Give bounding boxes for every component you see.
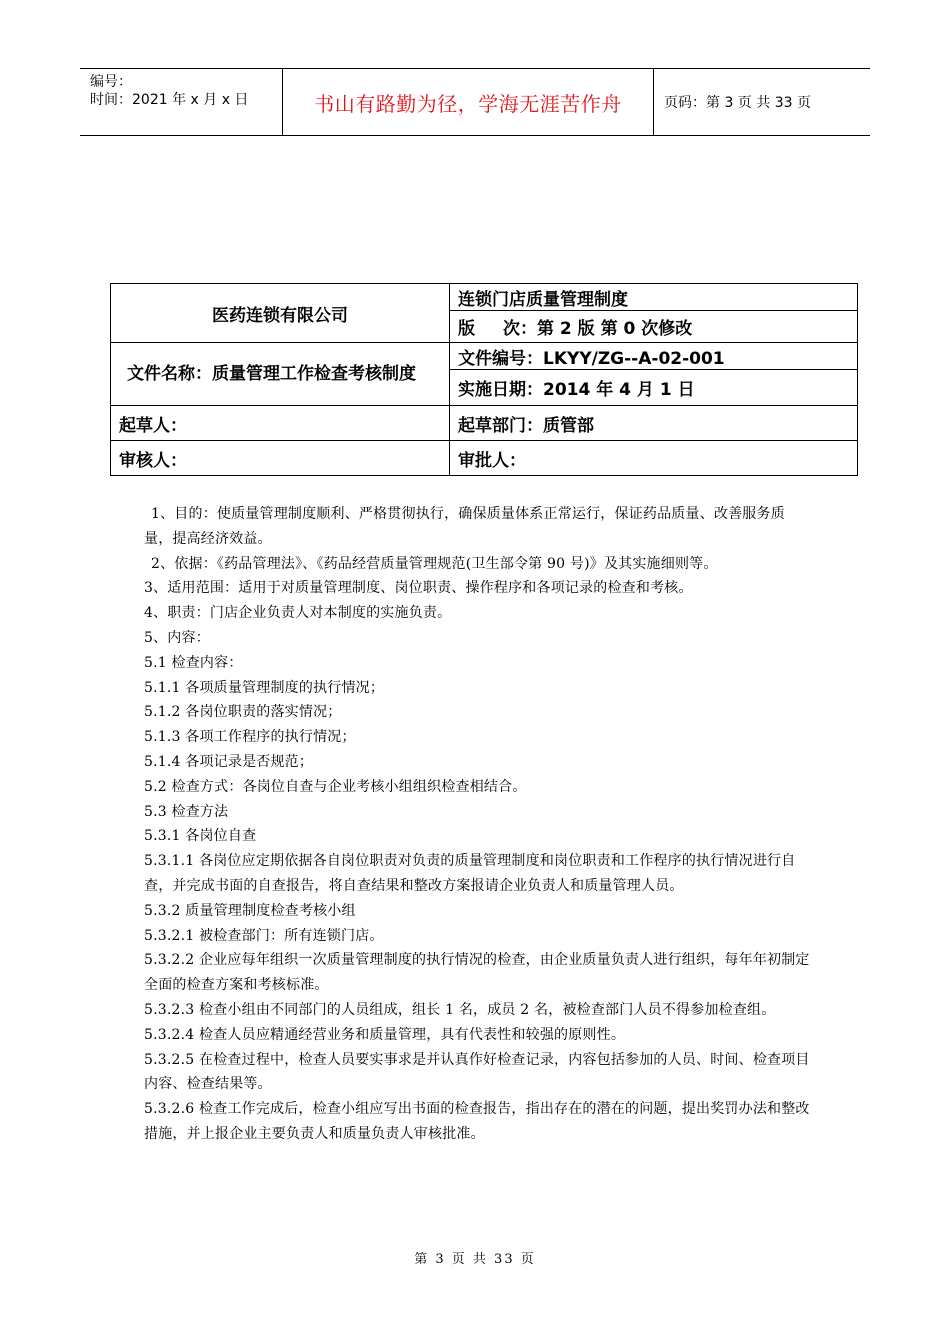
header-page-label: 页码：第 3 页 共 33 页	[664, 95, 811, 111]
company-name: 医药连锁有限公司	[111, 284, 450, 343]
paragraph: 5.1.1 各项质量管理制度的执行情况；	[144, 679, 385, 696]
file-name: 文件名称：质量管理工作检查考核制度	[111, 343, 450, 406]
file-number: 文件编号：LKYY/ZG--A-02-001	[450, 343, 858, 370]
paragraph: 5.2 检查方式：各岗位自查与企业考核小组组织检查相结合。	[144, 778, 527, 795]
reviewer: 审核人：	[111, 441, 450, 476]
draft-department: 起草部门：质管部	[450, 406, 858, 441]
page-footer: 第 3 页 共 33 页	[414, 1252, 536, 1267]
paragraph: 5.1 检查内容：	[144, 654, 243, 671]
paragraph: 2、依据：《药品管理法》、《药品经营质量管理规范(卫生部令第 90 号)》及其实施细则等。	[151, 555, 718, 572]
page-header	[80, 68, 870, 136]
paragraph: 5.3.2.3 检查小组由不同部门的人员组成，组长 1 名，成员 2 名，被检查部门人员不得参加检查组。	[144, 1001, 776, 1018]
effective-date: 实施日期：2014 年 4 月 1 日	[450, 370, 858, 406]
header-meta	[80, 69, 282, 135]
paragraph: 5.3.2.5 在检查过程中，检查人员要实事求是并认真作好检查记录，内容包括参加的人员、时间、检查项目内容、检查结果等。	[144, 1051, 810, 1093]
paragraph: 5.1.2 各岗位职责的落实情况；	[144, 704, 342, 721]
version-rest: 次：第 2 版 第 0 次修改	[503, 319, 693, 339]
paragraph: 5.3 检查方法	[144, 803, 229, 820]
paragraph: 5、内容：	[144, 629, 210, 646]
paragraph: 5.3.2.2 企业应每年组织一次质量管理制度的执行情况的检查，由企业质量负责人进行组织，每年年初制定全面的检查方案和考核标准。	[144, 952, 810, 994]
paragraph: 1、目的：使质量管理制度顺利、严格贯彻执行，确保质量体系正常运行，保证药品质量、改善服务质量，提高经济效益。	[144, 506, 785, 547]
paragraph: 3、适用范围：适用于对质量管理制度、岗位职责、操作程序和各项记录的检查和考核。	[144, 580, 693, 597]
paragraph: 5.3.1 各岗位自查	[144, 828, 257, 845]
paragraph: 5.3.1.1 各岗位应定期依据各自岗位职责对负责的质量管理制度和岗位职责和工作程序的执行情况进行自查，并完成书面的自查报告，将自查结果和整改方案报请企业负责人和质量管理人员。	[144, 853, 796, 894]
paragraph: 5.1.4 各项记录是否规范；	[144, 753, 314, 770]
paragraph: 5.3.2.1 被检查部门：所有连锁门店。	[144, 927, 384, 944]
header-motto: 书山有路勤为径，学海无涯苦作舟	[282, 69, 654, 135]
document-body	[144, 502, 812, 1147]
paragraph: 5.3.2.4 检查人员应精通经营业务和质量管理，具有代表性和较强的原则性。	[144, 1026, 626, 1043]
time-label: 时间：2021 年 x 月 x 日	[90, 92, 249, 108]
drafter: 起草人：	[111, 406, 450, 441]
document-info-table	[110, 283, 858, 476]
paragraph: 5.1.3 各项工作程序的执行情况；	[144, 729, 356, 746]
system-title: 连锁门店质量管理制度	[450, 284, 858, 311]
number-label: 编号：	[90, 74, 132, 90]
paragraph: 4、职责：门店企业负责人对本制度的实施负责。	[144, 605, 452, 622]
approver: 审批人：	[450, 441, 858, 476]
paragraph: 5.3.2.6 检查工作完成后，检查小组应写出书面的检查报告，指出存在的潜在的问题，提出奖罚办法和整改措施，并上报企业主要负责人和质量负责人审核批准。	[144, 1101, 810, 1142]
version-prefix: 版	[458, 319, 475, 339]
version-info	[450, 311, 858, 343]
paragraph: 5.3.2 质量管理制度检查考核小组	[144, 902, 356, 919]
